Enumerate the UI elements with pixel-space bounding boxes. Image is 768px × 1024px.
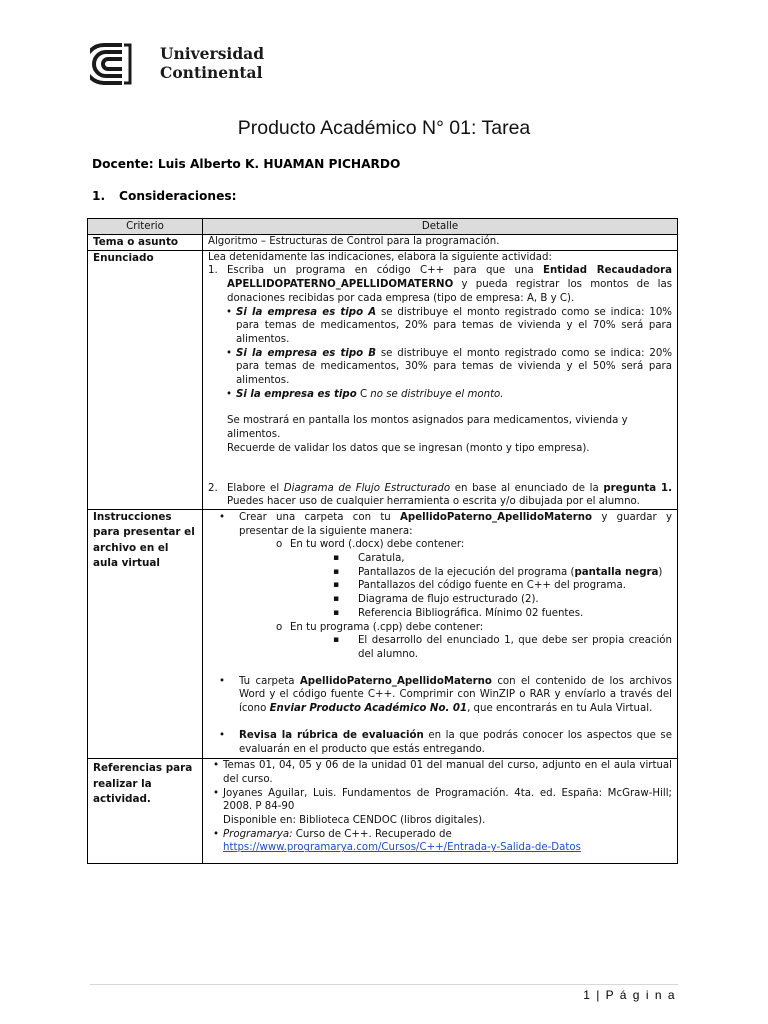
word-requirement: o En tu word (.docx) debe contener: <box>208 538 672 552</box>
section-label: Consideraciones: <box>119 189 237 203</box>
w2-text-a: Pantallazos de la ejecución del programa ( <box>358 566 575 578</box>
list-item <box>223 828 672 855</box>
instr3-bold: Revisa la rúbrica de evaluación <box>239 729 424 741</box>
list-item <box>358 566 672 580</box>
section-heading <box>92 189 237 203</box>
university-logo-icon <box>90 42 154 86</box>
enunciado-label: Enunciado <box>88 250 203 509</box>
item-number: 2. <box>208 482 218 494</box>
empresa-rules-list <box>208 306 672 402</box>
instrucciones-list <box>208 511 672 538</box>
list-item <box>236 388 672 402</box>
enunciado-p2: Recuerde de validar los datos que se ingresan (monto y tipo empresa). <box>227 442 590 454</box>
instrucciones-detail <box>203 509 678 758</box>
ref3-text: Curso de C++. Recuperado de <box>292 828 452 840</box>
university-logo <box>90 42 265 86</box>
tema-label: Tema o asunto <box>88 234 203 250</box>
tema-text: Algoritmo – Estructuras de Control para la programación. <box>203 234 678 250</box>
rule-c-italic: no se distribuye el monto. <box>370 388 504 400</box>
item2-text-c: Puedes hacer uso de cualquier herramienta o escrita y/o dibujada por el alumno. <box>227 496 640 508</box>
item1-bold: Entidad Recaudadora APELLIDOPATERNO_APELLIDOMATERNO <box>227 265 673 291</box>
referencias-detail <box>203 759 678 864</box>
list-item <box>223 787 672 828</box>
enunciado-detail <box>203 250 678 509</box>
programarya-link[interactable]: https://www.programarya.com/Cursos/C++/Entrada-y-Salida-de-Datos <box>223 842 581 854</box>
instr2-bold: ApellidoPaterno_ApellidoMaterno <box>299 675 492 687</box>
instr2-bold-italic: Enviar Producto Académico No. 01 <box>269 703 468 715</box>
referencias-list <box>208 759 672 855</box>
col-detalle-header: Detalle <box>203 219 678 235</box>
enunciado-intro: Lea detenidamente las indicaciones, elabora la siguiente actividad: <box>208 251 552 263</box>
list-item <box>239 675 672 716</box>
rule-b-text: se distribuye el monto registrado como se indica: 20% para temas de medicamentos, 30% para temas de vivienda y el 50% será para alimentos. <box>236 347 672 387</box>
rule-c-text: C <box>356 388 371 400</box>
list-item: ▪ El desarrollo del enunciado 1, que debe ser propia creación del alumno. <box>358 634 672 661</box>
instr1-text-a: Crear una carpeta con tu <box>239 511 401 523</box>
col-criterio-header: Criterio <box>88 219 203 235</box>
logo-line-1: Universidad <box>160 44 265 63</box>
word-contents-list <box>208 552 672 621</box>
instr2-text-b: con el contenido de los archivos Word y el código fuente C++. Comprimir con WinZIP o RAR y envíarlo a través del ícono <box>239 675 672 715</box>
logo-line-2: Continental <box>160 63 263 82</box>
program-requirement: o En tu programa (.cpp) debe contener: <box>208 621 672 635</box>
program-contents-list <box>208 634 672 661</box>
item2-text-a: Elabore el <box>227 482 284 494</box>
instrucciones-label: Instrucciones para presentar el archivo en el aula virtual <box>88 509 203 758</box>
enunciado-item-1 <box>208 264 672 305</box>
instr1-text-b: y guardar y presentar de la siguiente manera: <box>239 511 672 537</box>
list-item <box>236 347 672 388</box>
enunciado-p1: Se mostrará en pantalla los montos asignados para medicamentos, vivienda y alimentos. <box>227 415 628 441</box>
list-item <box>239 511 672 538</box>
list-item: ▪ Diagrama de flujo estructurado (2). <box>358 593 672 607</box>
instr1-bold: ApellidoPaterno_ApellidoMaterno <box>400 511 593 523</box>
section-number: 1. <box>92 189 106 203</box>
item-number: 1. <box>208 265 218 277</box>
enunciado-item-2 <box>208 482 672 509</box>
instrucciones-list-3 <box>208 729 672 756</box>
document-title: Producto Académico N° 01: Tarea <box>237 117 531 139</box>
list-item: ▪ Pantallazos del código fuente en C++ del programa. <box>358 579 672 593</box>
table-row-referencias <box>88 759 678 864</box>
list-item: ▪ Referencia Bibliográfica. Mínimo 02 fuentes. <box>358 607 672 621</box>
list-item: ▪ Caratula, <box>358 552 672 566</box>
rule-a-text: se distribuye el monto registrado como se indica: 10% para temas de medicamentos, 20% para temas de vivienda y el 70% será para alimentos. <box>236 306 672 345</box>
footer-divider <box>90 984 678 985</box>
list-item <box>236 306 672 347</box>
w2-bold: pantalla negra <box>574 566 659 578</box>
ref2-text: Joyanes Aguilar, Luis. Fundamentos de Programación. 4ta. ed. España: McGraw-Hill; 2008. P 84-90 <box>223 787 672 813</box>
table-row-instrucciones <box>88 509 678 758</box>
rule-b-em: Si la empresa es tipo B <box>236 347 377 359</box>
table-header-row <box>88 219 678 235</box>
item2-bold: pregunta 1. <box>603 482 672 494</box>
instr2-text-a: Tu carpeta <box>239 675 300 687</box>
item1-text-c: y pueda registrar los montos de las donaciones recibidas por cada empresa (tipo de empresa: A, B y C). <box>227 279 672 304</box>
rule-a-em: Si la empresa es tipo A <box>236 306 377 318</box>
ref2-availability: Disponible en: Biblioteca CENDOC (libros digitales). <box>223 815 486 827</box>
instr2-text-c: , que encontrarás en tu Aula Virtual. <box>467 703 653 715</box>
instrucciones-list-2 <box>208 675 672 716</box>
list-item: • Temas 01, 04, 05 y 06 de la unidad 01 del manual del curso, adjunto en el aula virtual del curso. <box>223 759 672 786</box>
rule-c-em: Si la empresa es tipo <box>236 388 357 400</box>
item2-text-b: en base al enunciado de la <box>450 482 604 494</box>
list-item <box>239 729 672 756</box>
referencias-label: Referencias para realizar la actividad. <box>88 759 203 864</box>
item1-text-a: Escriba un programa en código C++ para que una <box>227 265 544 277</box>
table-row-tema <box>88 234 678 250</box>
page-number: 1 | P á g i n a <box>583 988 676 1002</box>
instr3-text: en la que podrás conocer los aspectos que se evaluarán en el producto que estás entregando. <box>239 729 672 755</box>
logo-text <box>160 44 264 82</box>
item2-italic: Diagrama de Flujo Estructurado <box>283 482 451 494</box>
ref3-italic: Programarya: <box>223 828 293 840</box>
considerations-table <box>87 218 678 864</box>
docente-line: Docente: Luis Alberto K. HUAMAN PICHARDO <box>92 157 401 171</box>
w2-text-b: ) <box>658 566 663 578</box>
table-row-enunciado <box>88 250 678 509</box>
